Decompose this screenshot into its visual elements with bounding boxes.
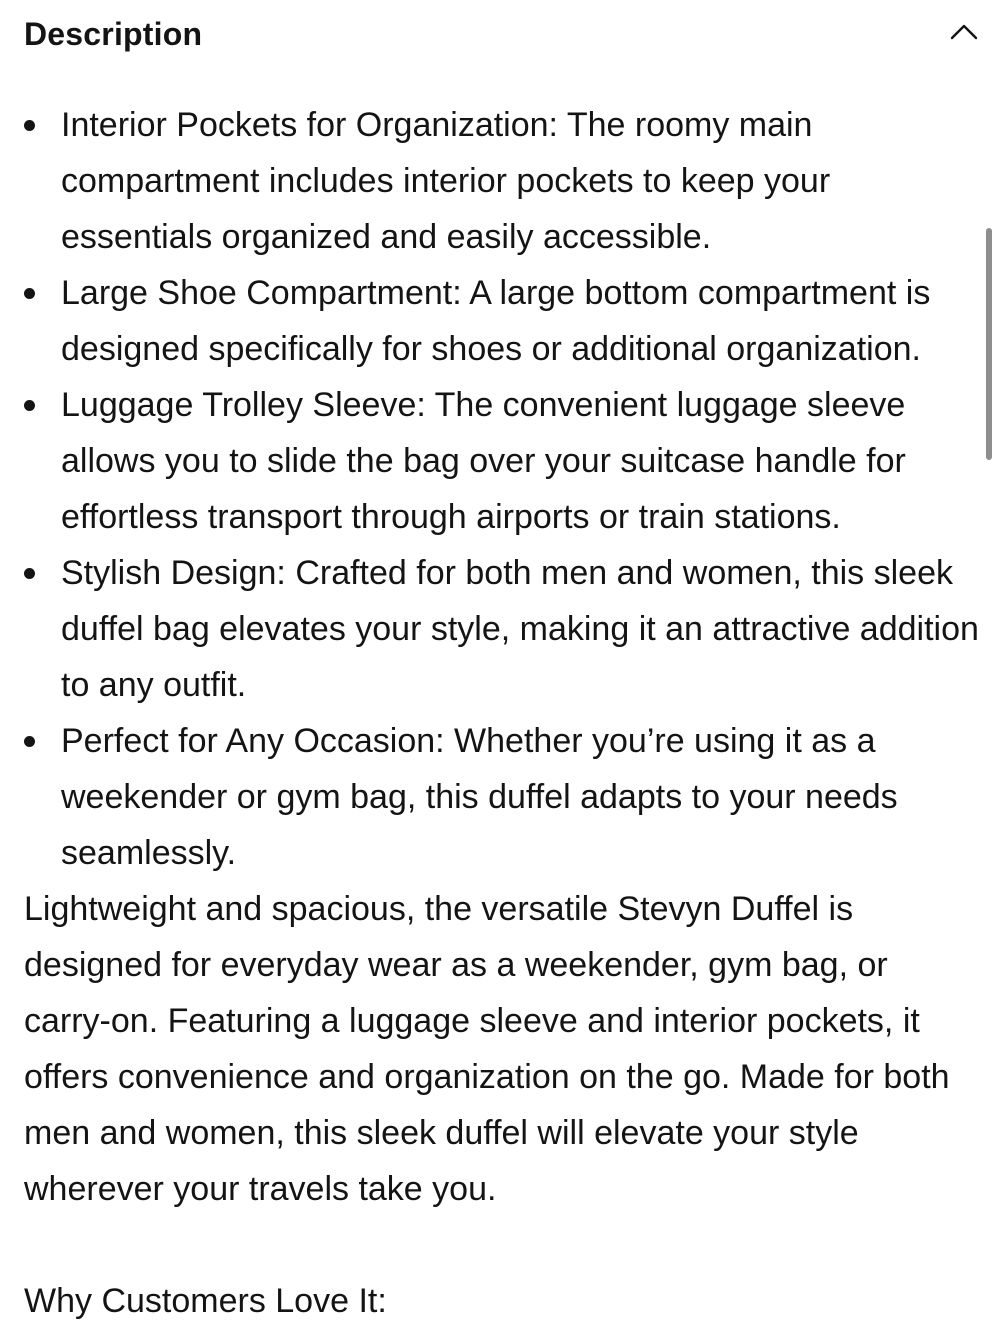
description-paragraph: Lightweight and spacious, the versatile Stevyn Duffel is designed for everyday wear as a weekender, gym bag, or carry-on. Featuring a luggage sleeve and interior pockets, it offers convenience and organization on the go. Made for both men and women, this sleek duffel will elevate your style wherever your travels take you. xyxy=(24,890,950,1208)
feature-item: Stylish Design: Crafted for both men and women, this sleek duffel bag elevates your style, making it an attractive addition to any outfit. xyxy=(24,545,979,713)
scrollbar-thumb[interactable] xyxy=(986,228,992,460)
feature-item: Luggage Trolley Sleeve: The convenient luggage sleeve allows you to slide the bag over your suitcase handle for effortless transport through airports or train stations. xyxy=(24,377,979,545)
paragraph-spacer xyxy=(24,1217,979,1273)
description-content xyxy=(24,97,979,1329)
collapse-button[interactable] xyxy=(944,12,984,52)
why-customers-love-heading: Why Customers Love It: xyxy=(24,1282,387,1320)
feature-list xyxy=(24,97,979,881)
section-title: Description xyxy=(24,16,203,52)
feature-item: Interior Pockets for Organization: The roomy main compartment includes interior pockets to keep your essentials organized and easily accessible. xyxy=(24,97,979,265)
chevron-up-icon xyxy=(949,22,979,42)
description-accordion-header[interactable] xyxy=(0,0,1000,72)
feature-item: Large Shoe Compartment: A large bottom compartment is designed specifically for shoes or additional organization. xyxy=(24,265,979,377)
feature-item: Perfect for Any Occasion: Whether you’re using it as a weekender or gym bag, this duffel adapts to your needs seamlessly. xyxy=(24,713,979,881)
